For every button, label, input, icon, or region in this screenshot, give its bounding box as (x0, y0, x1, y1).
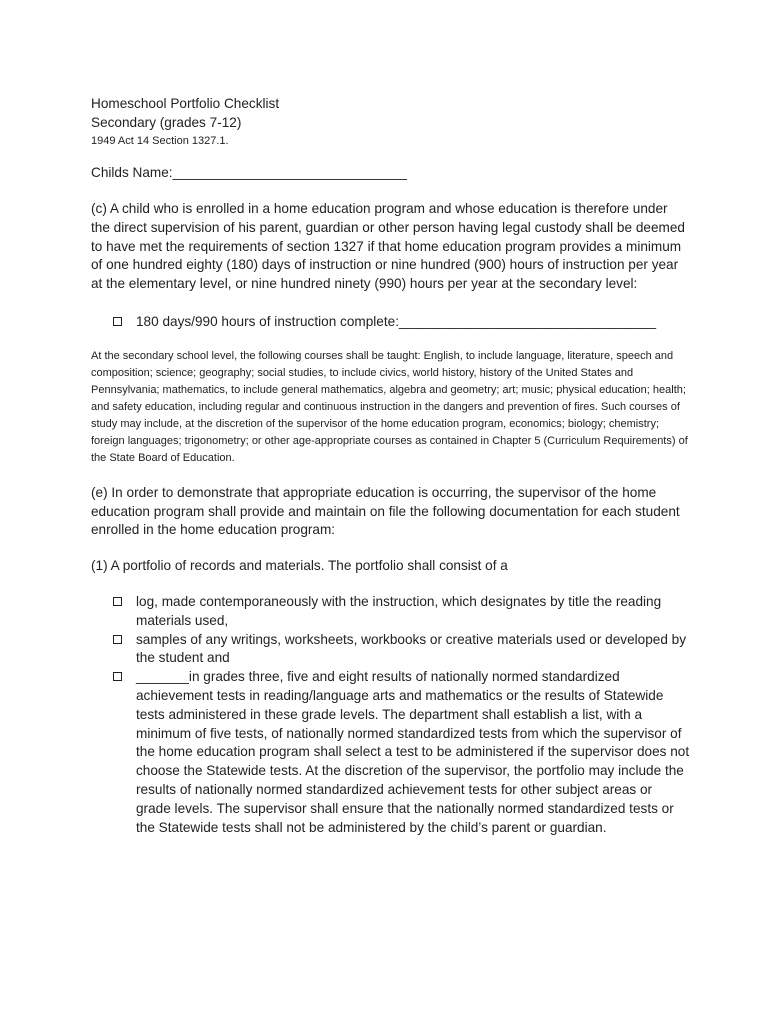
checklist-item-test-results (91, 668, 690, 837)
document-title: Homeschool Portfolio Checklist (91, 96, 280, 111)
checklist-item-label: 180 days/990 hours of instruction complete:__________________________________ (136, 313, 657, 329)
checkbox-icon[interactable] (113, 635, 122, 644)
checkbox-icon[interactable] (113, 317, 122, 326)
checklist-item-instruction-complete (91, 313, 690, 332)
portfolio-intro: (1) A portfolio of records and materials. The portfolio shall consist of a (91, 558, 508, 574)
checklist-item-log (91, 593, 690, 631)
instruction-checklist (91, 313, 690, 332)
document-subtitle: Secondary (grades 7-12) (91, 115, 242, 130)
checklist-item-label: log, made contemporaneously with the instruction, which designates by title the reading materials used, (136, 593, 662, 628)
section-c-paragraph: (c) A child who is enrolled in a home education program and whose education is therefore under the direct supervision of his parent, guardian or other person having legal custody shall be deemed to have met the requirements of section 1327 if that home education program provides a minimum of one hundred eighty (180) days of instruction or nine hundred (900) hours of instruction per year at the elementary level, or nine hundred ninety (990) hours per year at the secondary level: (91, 201, 685, 292)
child-name-field[interactable]: Childs Name:_______________________________ (91, 165, 407, 180)
checklist-item-label: samples of any writings, worksheets, workbooks or creative materials used or developed by the student and (136, 631, 687, 666)
checklist-item-samples (91, 631, 690, 669)
checkbox-icon[interactable] (113, 597, 122, 606)
checkbox-icon[interactable] (113, 672, 122, 681)
checklist-item-label: _______in grades three, five and eight results of nationally normed standardized achievement tests in reading/language arts and mathematics or the results of Statewide tests administered in these grade levels. The department shall establish a list, with a minimum of five tests, of nationally normed standardized tests from which the supervisor of the home education program shall select a test to be administered if the supervisor does not choose the Statewide tests. At the discretion of the supervisor, the portfolio may include the results of nationally normed standardized achievement tests for other subject areas or grade levels. The supervisor shall ensure that the nationally normed standardized tests or the Statewide tests shall not be administered by the child’s parent or guardian. (136, 669, 690, 835)
courses-paragraph: At the secondary school level, the following courses shall be taught: English, to include language, literature, speech and composition; science; geography; social studies, to include civics, world history, history of the United States and Pennsylvania; mathematics, to include general mathematics, algebra and geometry; art; music; physical education; health; and safety education, including regular and continuous instruction in the dangers and prevention of fires. Such courses of study may include, at the discretion of the supervisor of the home education program, economics; biology; chemistry; foreign languages; trigonometry; or other age-appropriate courses as contained in Chapter 5 (Curriculum Requirements) of the State Board of Education. (91, 349, 688, 464)
section-e-paragraph: (e) In order to demonstrate that appropriate education is occurring, the supervisor of the home education program shall provide and maintain on file the following documentation for each student enrolled in the home education program: (91, 484, 680, 538)
portfolio-checklist (91, 593, 690, 837)
legal-citation: 1949 Act 14 Section 1327.1. (91, 135, 229, 147)
